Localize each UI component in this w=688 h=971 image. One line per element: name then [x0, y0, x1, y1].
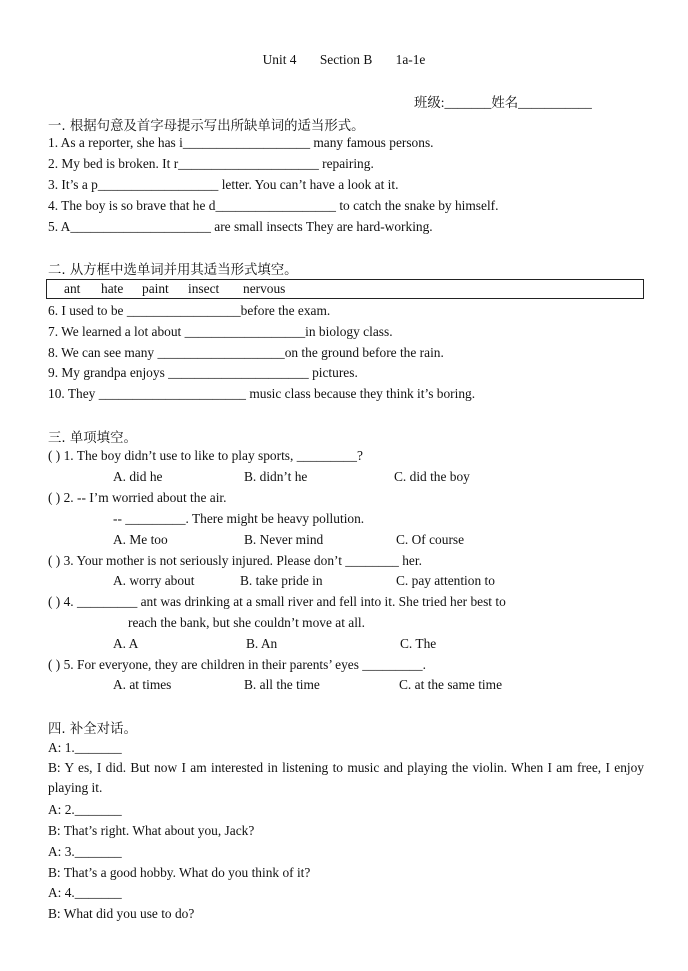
dialogue-line: B: Y es, I did. But now I am interested in listening to music and playing the violin. When I am free, I enjoy playing it.: [48, 760, 644, 795]
dialogue-line[interactable]: A: 1._______: [48, 740, 122, 755]
mc-option[interactable]: C. at the same time: [399, 677, 503, 692]
word-box-item: hate: [101, 281, 124, 296]
class-field[interactable]: 班级:_______: [414, 95, 492, 110]
mc-question-4-cont: reach the bank, but she couldn’t move at all.: [128, 615, 365, 630]
part2-question[interactable]: 9. My grandpa enjoys _____________________ pictures.: [48, 365, 358, 380]
dialogue-line: B: What did you use to do?: [48, 906, 195, 921]
mc-option[interactable]: C. pay attention to: [396, 573, 495, 588]
mc-option[interactable]: A. A: [113, 636, 139, 651]
word-box: [46, 279, 644, 299]
mc-option[interactable]: A. did he: [113, 469, 163, 484]
word-box-item: paint: [142, 281, 169, 296]
part2-question[interactable]: 8. We can see many ___________________on the ground before the rain.: [48, 345, 444, 360]
mc-option[interactable]: A. Me too: [113, 532, 168, 547]
part1-question[interactable]: 4. The boy is so brave that he d__________________ to catch the snake by himself.: [48, 198, 499, 213]
part1-question[interactable]: 1. As a reporter, she has i___________________ many famous persons.: [48, 135, 434, 150]
mc-option[interactable]: A. worry about: [113, 573, 195, 588]
mc-option[interactable]: B. Never mind: [244, 532, 324, 547]
name-field[interactable]: 姓名___________: [491, 95, 592, 110]
part1-question[interactable]: 3. It’s a p__________________ letter. You can’t have a look at it.: [48, 177, 399, 192]
part1-question[interactable]: 2. My bed is broken. It r_____________________ repairing.: [48, 156, 374, 171]
mc-option[interactable]: C. Of course: [396, 532, 465, 547]
part3-title: 三. 单项填空。: [48, 431, 137, 446]
mc-option[interactable]: A. at times: [113, 677, 172, 692]
mc-option[interactable]: C. did the boy: [394, 469, 470, 484]
mc-option[interactable]: B. all the time: [244, 677, 320, 692]
part1-question[interactable]: 5. A_____________________ are small insects They are hard-working.: [48, 219, 433, 234]
word-box-item: insect: [188, 281, 220, 296]
dialogue-line[interactable]: A: 3._______: [48, 844, 122, 859]
mc-option[interactable]: C. The: [400, 636, 437, 651]
dialogue-line: B: That’s right. What about you, Jack?: [48, 823, 255, 838]
mc-question-3[interactable]: ( ) 3. Your mother is not seriously injured. Please don’t ________ her.: [48, 553, 422, 568]
word-box-item: nervous: [243, 281, 286, 296]
part4-title: 四. 补全对话。: [48, 722, 137, 737]
range-label: 1a-1e: [395, 52, 426, 67]
part2-question[interactable]: 6. I used to be _________________before the exam.: [48, 303, 331, 318]
mc-question-2-reply: -- _________. There might be heavy pollution.: [113, 511, 365, 526]
dialogue-line[interactable]: A: 2._______: [48, 802, 122, 817]
mc-question-5[interactable]: ( ) 5. For everyone, they are children in their parents’ eyes _________.: [48, 657, 426, 672]
part1-title: 一. 根据句意及首字母提示写出所缺单词的适当形式。: [48, 119, 365, 134]
dialogue-line: B: That’s a good hobby. What do you think of it?: [48, 865, 311, 880]
class-name-line: [414, 92, 592, 111]
mc-option[interactable]: B. An: [246, 636, 278, 651]
mc-option[interactable]: B. take pride in: [240, 573, 323, 588]
part2-question[interactable]: 7. We learned a lot about __________________in biology class.: [48, 324, 393, 339]
mc-option[interactable]: B. didn’t he: [244, 469, 308, 484]
mc-question-4[interactable]: ( ) 4. _________ ant was drinking at a small river and fell into it. She tried her best to: [48, 594, 506, 609]
mc-question-2[interactable]: ( ) 2. -- I’m worried about the air.: [48, 490, 227, 505]
part2-question[interactable]: 10. They ______________________ music class because they think it’s boring.: [48, 386, 476, 401]
section-label: Section B: [319, 52, 373, 67]
dialogue-line[interactable]: A: 4._______: [48, 885, 122, 900]
unit-label: Unit 4: [262, 52, 297, 67]
worksheet-title: [0, 52, 688, 68]
word-box-item: ant: [64, 281, 81, 296]
mc-question-1[interactable]: ( ) 1. The boy didn’t use to like to play sports, _________?: [48, 448, 363, 463]
part2-title: 二. 从方框中选单词并用其适当形式填空。: [48, 263, 298, 278]
